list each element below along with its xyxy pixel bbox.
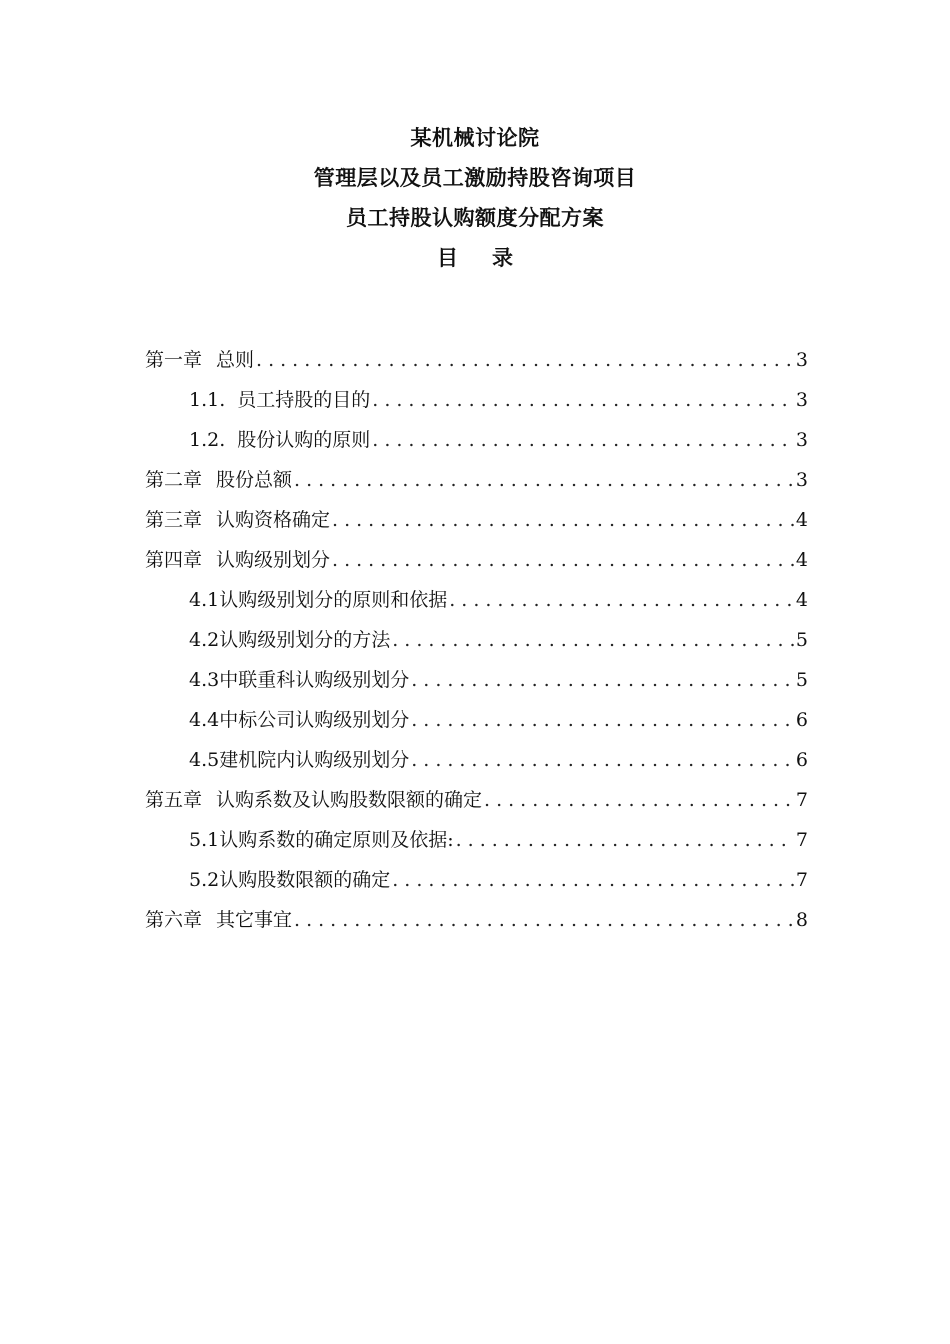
toc-entry-page: 5 <box>795 669 808 691</box>
toc-entry-chapter-4[interactable] <box>145 540 808 580</box>
dot-leader <box>484 780 794 820</box>
dot-leader <box>411 700 794 740</box>
toc-entry-number: 1.1. <box>189 389 226 411</box>
institute-title: 某机械讨论院 <box>410 125 540 150</box>
toc-entry-number: 第六章 <box>145 909 203 931</box>
toc-entry-page: 3 <box>795 349 808 371</box>
toc-entry-page: 7 <box>795 829 808 851</box>
dot-leader <box>411 740 794 780</box>
toc-entry-text: 员工持股的目的 <box>237 389 371 411</box>
toc-entry-1-1[interactable] <box>145 380 808 420</box>
toc-entry-page: 6 <box>795 709 808 731</box>
toc-entry-4-2[interactable] <box>145 620 808 660</box>
dot-leader <box>411 660 794 700</box>
table-of-contents <box>145 340 808 940</box>
project-title: 管理层以及员工激励持股咨询项目 <box>313 165 637 190</box>
toc-entry-text: 认购级别划分的原则和依据 <box>219 589 448 611</box>
plan-title: 员工持股认购额度分配方案 <box>346 205 604 230</box>
toc-entry-number: 第五章 <box>145 789 203 811</box>
dot-leader <box>372 420 794 460</box>
toc-entry-page: 7 <box>795 789 808 811</box>
toc-entry-text: 中标公司认购级别划分 <box>219 709 410 731</box>
toc-entry-text: 中联重科认购级别划分 <box>219 669 410 691</box>
dot-leader <box>332 540 794 580</box>
toc-entry-text: 认购系数及认购股数限额的确定 <box>216 789 483 811</box>
toc-entry-number: 第三章 <box>145 509 203 531</box>
toc-entry-text: 股份总额 <box>216 469 293 491</box>
dot-leader <box>256 340 794 380</box>
toc-entry-text: 其它事宜 <box>216 909 293 931</box>
toc-entry-text: 建机院内认购级别划分 <box>219 749 410 771</box>
toc-entry-chapter-3[interactable] <box>145 500 808 540</box>
toc-entry-number: 第四章 <box>145 549 203 571</box>
toc-entry-page: 3 <box>795 389 808 411</box>
dot-leader <box>372 380 794 420</box>
toc-entry-text: 认购资格确定 <box>216 509 331 531</box>
toc-entry-page: 4 <box>795 509 808 531</box>
dot-leader <box>456 820 794 860</box>
toc-entry-number: 5.2 <box>189 869 220 891</box>
dot-leader <box>294 460 794 500</box>
toc-entry-text: 认购系数的确定原则及依据: <box>219 829 454 851</box>
toc-entry-page: 6 <box>795 749 808 771</box>
toc-entry-1-2[interactable] <box>145 420 808 460</box>
toc-entry-page: 7 <box>795 869 808 891</box>
dot-leader <box>449 580 794 620</box>
toc-entry-text: 总则 <box>216 349 255 371</box>
toc-entry-4-1[interactable] <box>145 580 808 620</box>
toc-entry-number: 第二章 <box>145 469 203 491</box>
toc-entry-page: 3 <box>795 429 808 451</box>
toc-entry-text: 认购级别划分的方法 <box>219 629 391 651</box>
toc-entry-number: 4.1 <box>189 589 220 611</box>
toc-entry-text: 认购级别划分 <box>216 549 331 571</box>
toc-entry-page: 4 <box>795 589 808 611</box>
toc-entry-5-2[interactable] <box>145 860 808 900</box>
dot-leader <box>392 860 794 900</box>
toc-entry-text: 认购股数限额的确定 <box>219 869 391 891</box>
toc-entry-number: 4.5 <box>189 749 220 771</box>
dot-leader <box>294 900 794 940</box>
title-block <box>0 118 950 278</box>
toc-entry-number: 1.2. <box>189 429 226 451</box>
toc-entry-chapter-1[interactable] <box>145 340 808 380</box>
toc-entry-number: 4.3 <box>189 669 220 691</box>
toc-entry-number: 第一章 <box>145 349 203 371</box>
toc-entry-4-3[interactable] <box>145 660 808 700</box>
toc-entry-4-5[interactable] <box>145 740 808 780</box>
toc-entry-chapter-6[interactable] <box>145 900 808 940</box>
toc-entry-text: 股份认购的原则 <box>237 429 371 451</box>
toc-entry-chapter-5[interactable] <box>145 780 808 820</box>
toc-entry-number: 4.4 <box>189 709 220 731</box>
toc-heading: 目录 <box>437 245 547 270</box>
toc-entry-page: 3 <box>795 469 808 491</box>
dot-leader <box>332 500 794 540</box>
dot-leader <box>392 620 794 660</box>
toc-entry-chapter-2[interactable] <box>145 460 808 500</box>
toc-entry-page: 8 <box>795 909 808 931</box>
toc-entry-page: 4 <box>795 549 808 571</box>
toc-entry-4-4[interactable] <box>145 700 808 740</box>
toc-entry-page: 5 <box>795 629 808 651</box>
toc-entry-number: 5.1 <box>189 829 220 851</box>
toc-entry-number: 4.2 <box>189 629 220 651</box>
toc-entry-5-1[interactable] <box>145 820 808 860</box>
